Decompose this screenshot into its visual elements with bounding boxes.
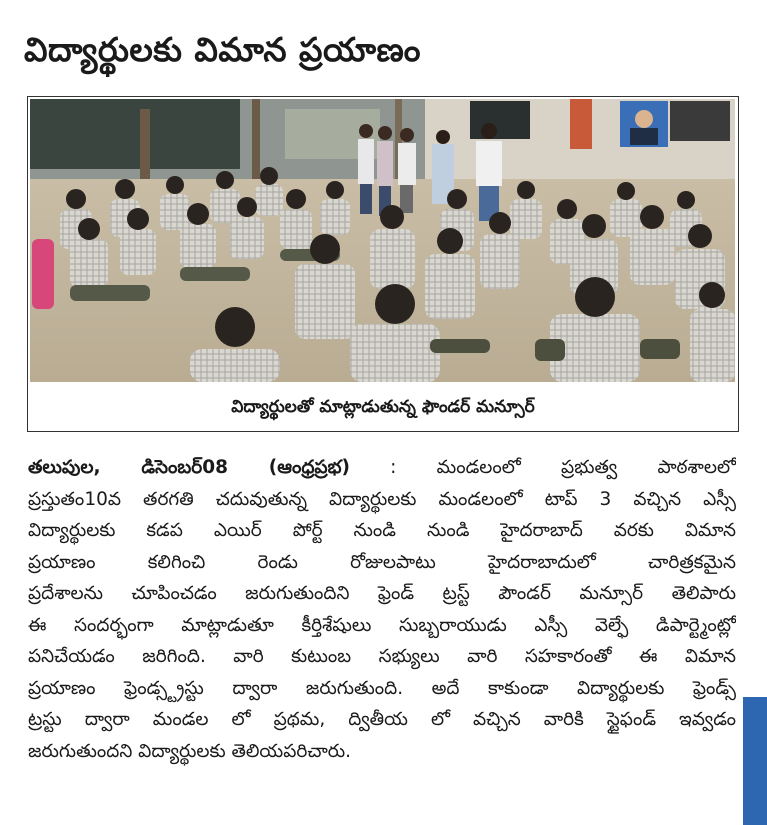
article-body bbox=[28, 452, 736, 767]
headline: విద్యార్థులకు విమాన ప్రయాణం bbox=[24, 30, 421, 69]
article-line-text: : మండలంలో ప్రభుత్వ పాఠశాలలో bbox=[390, 457, 736, 478]
article-line: ట్రస్టు ద్వారా మండల లో ప్రథమ, ద్వితీయ లో వచ్చిన వారికి స్టైఫండ్ ఇవ్వడం bbox=[28, 709, 736, 730]
article-line: ప్రదేశాలను చూపించడం జరుగుతుందిని ఫ్రెండ్ ట్రస్ట్ పౌండర్ మన్సూర్ తెలిపారు bbox=[28, 583, 736, 604]
article-line bbox=[28, 452, 736, 484]
article-line: పనిచేయడం జరిగింది. వారి కుటుంబ సభ్యులు వారి సహకారంతో ఈ విమాన bbox=[28, 646, 736, 667]
article-line-last: జరుగుతుందని విద్యార్థులకు తెలియపరిచారు. bbox=[28, 740, 352, 762]
photo-caption: విద్యార్థులతో మాట్లాడుతున్న ఫౌండర్ మన్సూర్ bbox=[231, 397, 535, 417]
news-photo-box bbox=[27, 96, 739, 432]
article-line: విద్యార్థులకు కడప ఎయిర్ పోర్ట్ నుండి నుండి హైదరాబాద్ వరకు విమాన bbox=[28, 520, 736, 541]
article-line: ప్రయాణం ఫ్రెండ్స్ట్రస్టు ద్వారా జరుగుతుంది. అదే కాకుండా విద్యార్థులకు ఫ్రెండ్స్ bbox=[28, 677, 736, 699]
article-line: ప్రస్తుతం10వ తరగతి చదువుతున్న విద్యార్థులకు మండలంలో టాప్ 3 వచ్చిన ఎస్సీ bbox=[28, 488, 736, 510]
article-line: ఈ సందర్భంగా మాట్లాడుతూ కీర్తిశేషులు సుబ్బరాయుడు ఎస్సీ వెల్ఫే డిపార్ట్మెంట్లో bbox=[28, 614, 736, 636]
article-line: ప్రయాణం కలిగించి రెండు రోజులపాటు హైదరాబాదులో చారిత్రకమైన bbox=[28, 551, 736, 573]
news-photo bbox=[30, 99, 735, 382]
dateline: తలుపుల, డిసెంబర్08 (ఆంధ్రప్రభ) bbox=[28, 457, 350, 478]
edge-accent-bar bbox=[743, 697, 767, 825]
